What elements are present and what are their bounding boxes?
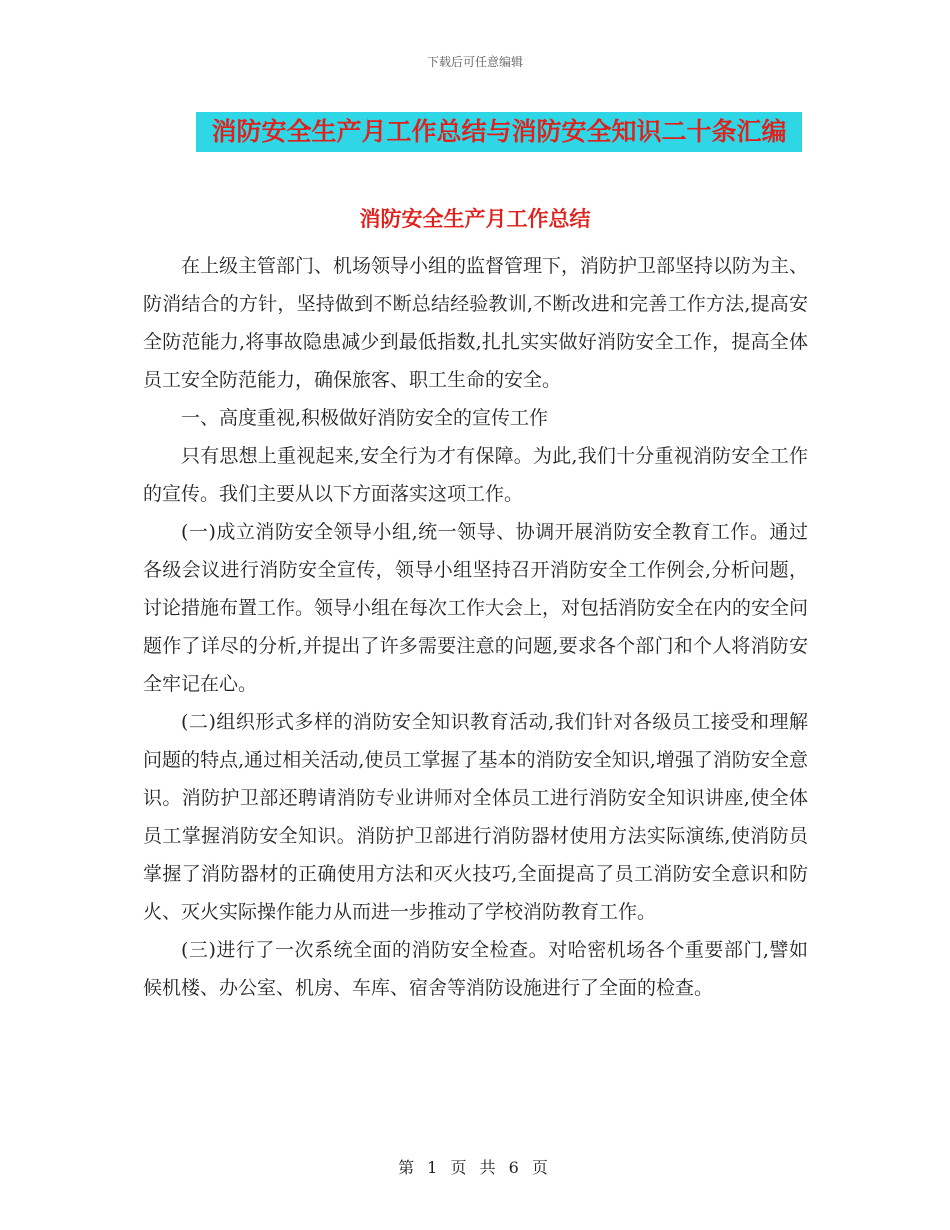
paragraph: 只有思想上重视起来,安全行为才有保障。为此,我们十分重视消防安全工作的宣传。我们主要从以下方面落实这项工作。: [143, 445, 808, 505]
page-footer: 第 1 页 共 6 页: [398, 1158, 552, 1177]
header-note: 下载后可任意编辑: [426, 55, 523, 69]
paragraph: (三)进行了一次系统全面的消防安全检查。对哈密机场各个重要部门,譬如候机楼、办公室、机房、车库、宿舍等消防设施进行了全面的检查。: [143, 939, 808, 999]
paragraph: (一)成立消防安全领导小组,统一领导、协调开展消防安全教育工作。通过各级会议进行消防安全宣传，领导小组坚持召开消防安全工作例会,分析问题，讨论措施布置工作。领导小组在每次工作大会上，对包括消防安全在内的安全问题作了详尽的分析,并提出了许多需要注意的问题,要求各个部门和个人将消防安全牢记在心。: [143, 521, 809, 695]
section-title: 消防安全生产月工作总结: [359, 207, 591, 231]
document-title: 消防安全生产月工作总结与消防安全知识二十条汇编: [196, 112, 802, 152]
body-text: [143, 247, 808, 1007]
paragraph-heading-1: 一、高度重视,积极做好消防安全的宣传工作: [181, 407, 549, 429]
paragraph-intro: 在上级主管部门、机场领导小组的监督管理下，消防护卫部坚持以防为主、防消结合的方针，坚持做到不断总结经验教训,不断改进和完善工作方法,提高安全防范能力,将事故隐患减少到最低指数,扎扎实实做好消防安全工作，提高全体员工安全防范能力，确保旅客、职工生命的安全。: [143, 255, 809, 391]
paragraph: (二)组织形式多样的消防安全知识教育活动,我们针对各级员工接受和理解问题的特点,通过相关活动,使员工掌握了基本的消防安全知识,增强了消防安全意识。消防护卫部还聘请消防专业讲师对全体员工进行消防安全知识讲座,使全体员工掌握消防安全知识。消防护卫部进行消防器材使用方法实际演练,使消防员掌握了消防器材的正确使用方法和灭火技巧,全面提高了员工消防安全意识和防火、灭火实际操作能力从而进一步推动了学校消防教育工作。: [143, 711, 808, 923]
